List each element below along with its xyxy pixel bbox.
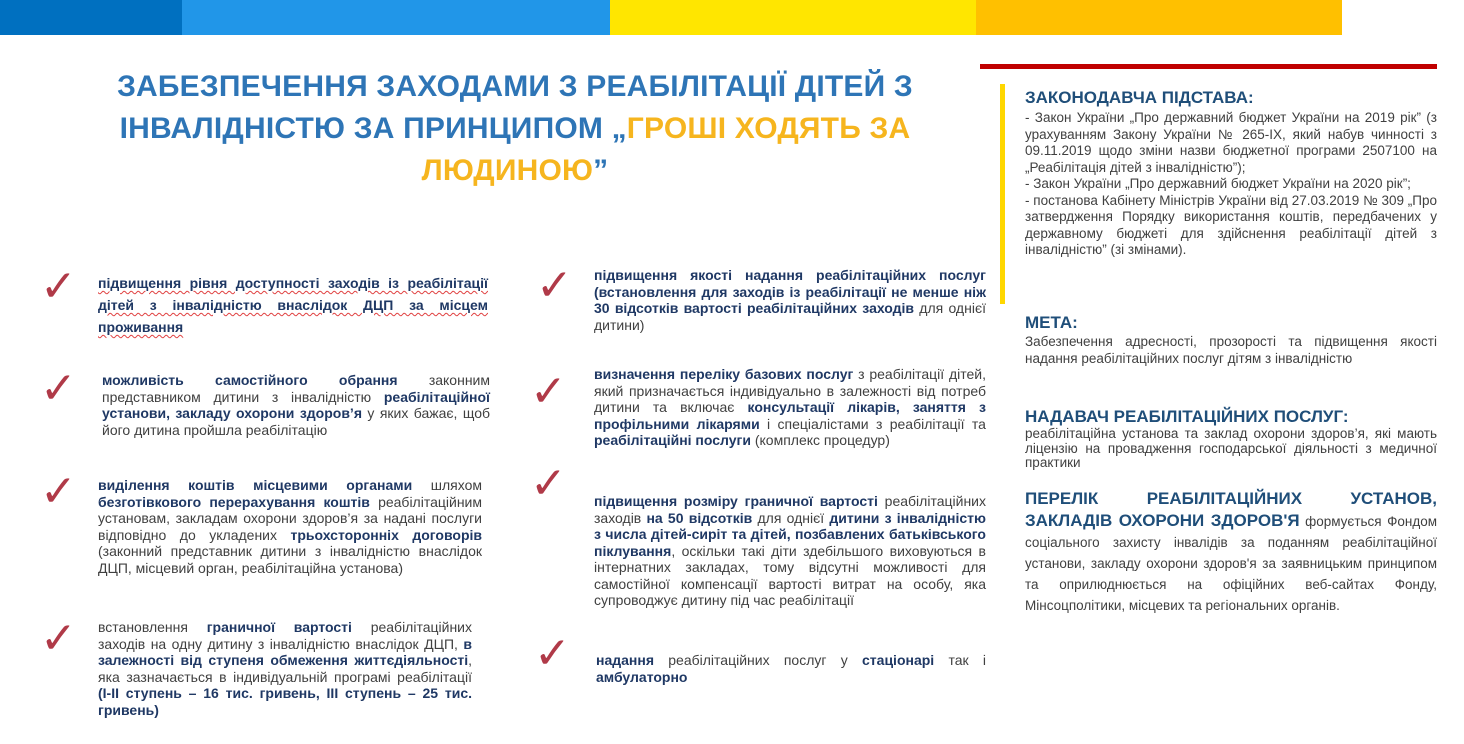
middle-item-4-text-2: так і (934, 652, 986, 668)
checkmark-icon: ✓ (40, 261, 77, 312)
institutions-list-heading: ПЕРЕЛІК РЕАБІЛІТАЦІЙНИХ УСТАНОВ, ЗАКЛАДІВ ОХОРОНИ ЗДОРОВ'Я (1025, 489, 1437, 530)
left-item-4-bold-2: в залежності від ступеня обмеження життєдіяльності (98, 635, 472, 668)
provider-text: реабілітаційна установа та заклад охорони здоров’я, які мають ліцензію на провадження господарської діяльності з медичної практики (1025, 426, 1437, 470)
institutions-list-text: формується Фондом соціального захисту інвалідів за поданням реабілітаційної установи, закладу охорони здоров'я за заявницьким принципом та оприлюднюється на офіційних веб-сайтах Фонду, Мінсоцполітики, місцевих та регіональних органів. (1025, 514, 1437, 613)
top-bar-segment-4 (976, 0, 1342, 35)
left-item-4-text-3: , яка зазначається в індивідуальній програмі реабілітації (98, 652, 472, 685)
left-item-4 (98, 619, 472, 718)
title-highlight-1: ГРОШІ ХОДЯТЬ ЗА (626, 112, 911, 145)
middle-item-2 (594, 366, 986, 449)
left-item-3 (98, 477, 482, 576)
red-divider (980, 64, 1437, 69)
middle-item-4-bold-2: стаціонарі (862, 652, 935, 668)
middle-item-3-text-1: реабілітаційних заходів (594, 493, 986, 526)
middle-item-4-text-1: реабілітаційних послуг у (654, 652, 863, 668)
left-item-2-text-1: законним представником дитини з інвалідністю (102, 372, 490, 405)
yellow-divider (1000, 84, 1005, 304)
checkmark-icon: ✓ (534, 628, 571, 679)
title-line-3 (40, 150, 990, 192)
legal-basis-text: - Закон України „Про державний бюджет України на 2019 рік” (з урахуванням Закону України № 265-IX, який набув чинності з 09.11.2019 щодо зміни назви бюджетної програми 2507100 на „Реабілітація дітей з інвалідністю”); - Закон України „Про державний бюджет України на 2020 рік”; - постанова Кабінету Міністрів України від 27.03.2019 № 309 „Про затвердження Порядку використання коштів, передбачених у державному бюджеті для здійснення реабілітації дітей з інвалідністю” (зі змінами). (1025, 110, 1437, 257)
left-item-4-bold-1: граничної вартості (206, 619, 352, 635)
top-bar-segment-2 (182, 0, 610, 35)
title-highlight-2: ЛЮДИНОЮ (421, 154, 594, 187)
middle-item-2-bold-1: визначення переліку базових послуг (594, 366, 854, 382)
left-item-2 (102, 372, 490, 438)
left-item-4-bold-3: (І-ІІ ступень – 16 тис. гривень, ІІІ ступень – 25 тис. гривень) (98, 685, 472, 718)
institutions-list-section (1025, 488, 1437, 616)
middle-item-1-bold: підвищення якості надання реабілітаційних послуг (встановлення для заходів із реабілітації не менше ніж 30 відсотків вартості реабілітаційних заходів (594, 267, 986, 316)
checkmark-icon: ✓ (530, 366, 567, 417)
top-color-bar (0, 0, 1342, 35)
middle-item-4 (596, 652, 986, 685)
legal-basis-heading: ЗАКОНОДАВЧА ПІДСТАВА: (1025, 88, 1254, 107)
middle-item-1 (594, 267, 986, 333)
left-item-3-bold-2: безготівкового перерахування коштів (98, 493, 370, 510)
title-line-2a: ІНВАЛІДНІСТЮ ЗА ПРИНЦИПОМ „ (119, 112, 627, 145)
middle-item-2-bold-3: реабілітаційні послуги (594, 432, 751, 448)
middle-item-3-bold-1: підвищення розміру граничної вартості (594, 493, 878, 509)
left-item-3-text-3: (законний представник дитини з інвалідністю внаслідок ДЦП, місцевий орган, реабілітаційна установа) (98, 543, 482, 576)
provider-section (1025, 407, 1437, 471)
middle-item-3-bold-3: дитини з інвалідністю з числа дітей-сиріт та дітей, позбавлених батьківського піклування (594, 509, 986, 559)
left-item-3-bold-1: виділення коштів місцевими органами (98, 477, 413, 493)
middle-item-2-text-2: і спеціалістами з реабілітації та (759, 415, 986, 432)
left-item-2-bold-2: реабілітаційної установи, закладу охорони здоров’я (102, 388, 490, 421)
left-item-2-text-2: у яких бажає, щоб його дитина пройшла реабілітацію (102, 405, 490, 438)
left-item-4-text-2: реабілітаційних заходів на одну дитину з інвалідністю внаслідок ДЦП, (98, 619, 473, 652)
middle-item-4-bold-3: амбулаторно (596, 668, 688, 685)
legal-basis-section (1025, 88, 1437, 259)
left-item-3-text-1: шляхом (412, 477, 483, 493)
middle-item-3-bold-2: на 50 відсотків (646, 509, 753, 526)
goal-heading: МЕТА: (1025, 313, 1078, 332)
middle-item-1-text: для однієї дитини) (594, 300, 986, 333)
title-line-1: ЗАБЕЗПЕЧЕННЯ ЗАХОДАМИ З РЕАБІЛІТАЦІЇ ДІТЕЙ З (117, 70, 913, 103)
title-line-2 (40, 108, 990, 150)
checkmark-icon: ✓ (40, 613, 77, 664)
middle-item-2-bold-2: консультації лікарів, заняття з профільними лікарями (594, 399, 986, 432)
middle-item-3-text-3: , оскільки такі діти здебільшого виховуються в інтернатних закладах, тому відсутні можливості для самостійної компенсації вартості витрат на особу, яка супроводжує дитину під час реабілітації (594, 542, 986, 608)
checkmark-icon: ✓ (530, 458, 567, 509)
page-title (40, 66, 990, 192)
middle-item-4-bold-1: надання (596, 652, 654, 668)
left-item-4-text-1: встановлення (98, 619, 207, 635)
goal-text: Забезпечення адресності, прозорості та підвищення якості надання реабілітаційних послуг дітям з інвалідністю (1025, 334, 1437, 366)
middle-item-2-text-3: (комплекс процедур) (750, 432, 890, 448)
middle-item-3-text-2: для однієї (752, 509, 830, 526)
left-item-1-bold: підвищення рівня доступності заходів із реабілітації дітей з інвалідністю внаслідок ДЦП за місцем проживання (98, 275, 488, 335)
middle-item-3 (594, 493, 986, 609)
top-bar-segment-3 (610, 0, 976, 35)
middle-item-2-text-1: з реабілітації дітей, який призначається індивідуально в залежності від потреб дитини та включає (594, 366, 986, 415)
provider-heading: НАДАВАЧ РЕАБІЛІТАЦІЙНИХ ПОСЛУГ: (1025, 407, 1349, 426)
left-item-2-bold-1: можливість самостійного обрання (102, 372, 398, 388)
checkmark-icon: ✓ (40, 363, 77, 414)
left-item-1 (98, 272, 488, 338)
top-bar-segment-1 (0, 0, 182, 35)
checkmark-icon: ✓ (40, 466, 77, 517)
checkmark-icon: ✓ (536, 260, 573, 311)
goal-section (1025, 313, 1437, 367)
left-item-3-text-2: реабілітаційним установам, закладам охорони здоров’я за надані послуги відповідно до укладених (98, 493, 483, 543)
left-item-3-bold-3: трьохсторонніх договорів (290, 526, 483, 543)
title-closing-quote: ” (593, 154, 609, 187)
